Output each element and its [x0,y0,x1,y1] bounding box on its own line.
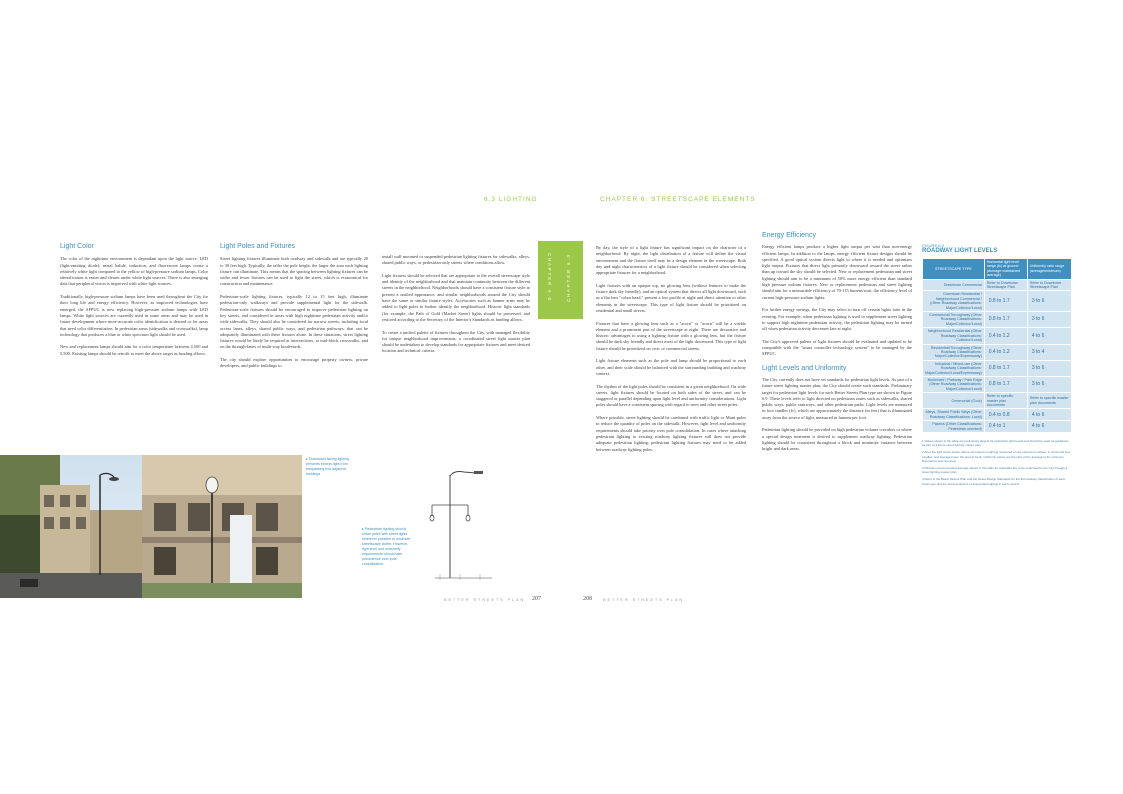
paragraph: Light fixtures should be selected that are appropriate to the overall streetscape style and identity of the neighborhood and that maintain continuity between the different streets in the neighborhood. Neighborhoods should have a consistent fixture style to present a unified appearance, and similar neighborhoods around the City should have the same or similar fixture styles. Accessories such as banner arms may be added to light poles to further identify the neighborhood. Historic light standards (for example, the Path of Gold (Market Street) lights should be preserved, and restored according to the Secretary of the Interior's Standards as funding allows. [382,272,530,322]
page-number-right: 208 [583,596,592,602]
table-header-row [923,259,1072,280]
table-cell: 0.4 to 1 [984,421,1027,433]
light-levels-table [922,258,1072,433]
column-energy-efficiency [762,233,912,459]
page-number-left: 207 [532,596,541,602]
column-fixture-continuation [382,254,530,361]
table-cell: Industrial / Mixed-use (Other Roadway Classifications: Major/Collector/Local/Expressway) [923,360,985,376]
paragraph: By day, the style of a light fixture has significant impact on the character of a neighborhood. By night, the light distribution of a fixture will define the visual environment and the fixture itself may be a design element in the streetscape. Both day and night characteristics of a light fixture should be considered when selecting appropriate fixtures for a neighborhood. [596,245,746,276]
paragraph: The rhythm of the light poles should be consistent in a given neighborhood. On wide streets, light fixtures should be located on both sides of the street, and can be staggered or parallel depending upon light level and uniformity considerations. Light poles should have a consistent spacing with regard to trees and other street poles. [596,383,746,408]
paragraph: For further energy savings, the City may select to turn off certain lights later in the evening. For example, when pedestrian lighting is used to supplement street lighting to support high nighttime pedestrian activity, the pedestrian lighting may be turned off when pedestrian activity decreases late at night. [762,307,912,332]
column-light-color [60,244,208,363]
figure-roadway-light-levels [922,243,1072,486]
table-note: 1 Values shown in the table are preliminary targets for pedestrian light levels and should be used as guidelines as part of a future street lighting master plan. [922,439,1069,448]
table-cell: Downtown Commercial [923,279,985,291]
running-head-right: CHAPTER 6: STREETSCAPE ELEMENTS [600,196,756,203]
chapter-tab-text-upper: CHAPTER 6.0 [547,253,552,302]
table-row [923,421,1072,433]
paragraph: To create a unified palette of fixtures throughout the City, with managed flexibility for unique neighborhood improvements, a coordinated street light master plan should be undertaken to develop standards for appropriate fixtures and meet desired location and technical criteria. [382,329,530,354]
table-cell: Commercial/Throughway (Other Roadway Classifications: Major/Collector/Local) [923,312,985,328]
table-cell: 0.4 to 1.2 [984,344,1027,360]
table-note: 2 All of the light levels shown above are based on lighting measured on the pavement surface, in horizontal foot candles, and averaged over the area to be lit; uniformity values are the ratio of the average to the minimum illuminance over the area. [922,450,1070,463]
heading-light-levels: Light Levels and Uniformity [762,364,847,372]
heading-light-color: Light Color [60,243,94,250]
table-cell: 3 to 6 [1027,312,1071,328]
table-cell: Paseos (Other Classifications: Pedestrian-oriented) [923,421,985,433]
table-cell: Downtown Residential / Neighborhood Commercial / (Other Roadway classifications: Major/Collector/Local) [923,291,985,312]
table-row [923,344,1072,360]
header-cell: Horizontal light level range (fc) at ground (Average maintained average) [984,259,1027,280]
photo-pedestrian-lighting [142,455,302,598]
paragraph: Energy efficient lamps produce a higher light output per watt than non-energy efficient lamps. In addition to the lamps, energy efficient fixture designs should be specified. A good optical system directs light to where it is needed and optimizes light output. Fixtures that direct light primarily downward toward the street rather than up toward the sky should be selected. New or replacement pedestrian and street lighting should aim to be a minimum of 50% more energy efficient than standard high pressure sodium fixtures. New or replacement pedestrian and street lighting should aim for a measurable efficiency of 70-115 lumens/watt, the efficiency level of current high-pressure sodium lights. [762,244,912,300]
table-cell: 4 to 6 [1027,328,1071,344]
table-row [923,291,1072,312]
table-cell: Refer to specific master plan documents [984,393,1027,409]
table-cell: Ceremonial (Civic) [923,393,985,409]
column-light-poles [220,244,368,376]
table-cell: Refer to Downtown Streetscape Plan [1027,279,1071,291]
table-row [923,409,1072,421]
table-cell: 0.4 to 0.8 [984,409,1027,421]
header-cell: STREETSCAPE TYPE [923,259,985,280]
table-cell: 4 to 6 [1027,409,1071,421]
paragraph: install wall mounted or suspended pedestrian lighting fixtures for sidewalks, alleys, shared public ways, or pedestrian-only streets where conditions allow. [382,254,530,266]
table-cell: 3 to 6 [1027,376,1071,392]
chapter-tab [538,241,583,319]
header-cell: Uniformity ratio range (average/minimum) [1027,259,1071,280]
table-cell: Alleys, Shared Public Ways (Other Roadway Classifications: Local) [923,409,985,421]
paragraph: Light fixture elements such as the pole and lamp should be proportional to each other, and their scale should be balanced with the surrounding building and roadway context. [596,358,746,376]
table-row [923,328,1072,344]
paragraph: The city should explore opportunities to encourage property owners, private developers, and public buildings to [220,357,368,369]
chapter-tab-text-lower: CHAPTER 6.0 [566,253,571,302]
paragraph: Where possible, street lighting should be combined with traffic light or Muni poles to reduce the quantity of poles on the sidewalk. However, light level and uniformity requirements should take priority over pole consolidation. In cases where attaching pedestrian lighting to existing roadway lighting fixtures still does not provide adequate pedestrian lighting, pedestrian lighting fixtures may need to be added between roadway lighting poles. [596,415,746,452]
table-cell: Residential/Throughway (Other Roadway Classifications: Major/Collector/Expressway) [923,344,985,360]
table-cell: 0.8 to 1.7 [984,376,1027,392]
caption-pedestrian-lighting: ▸ Pedestrian lighting should share poles with street lights wherever possible to minimize streetscape clutter. However, light level and uniformity requirements should take precedence over pole consolidation. [362,527,411,566]
bullet-icon: ▸ [306,457,309,461]
paragraph: Fixtures that have a glowing lens such as a "acorn" or "acorn" will be a visible element and a prominent part of the streetscape at night. There are decorative and historic advantages to using a lighting fixture with a glowing lens, but the fixture should be dark sky friendly and direct most of the light downward. This type of light fixture should be prioritized on civic or commercial streets. [596,320,746,351]
table-cell: Refer to Downtown Streetscape Plan [984,279,1027,291]
column-fixture-style [596,245,746,459]
table-row [923,376,1072,392]
table-row [923,312,1072,328]
footer-right: BETTER STREETS PLAN [603,597,685,602]
table-note: 3 Minimum recommended average values in this table for sidewalks are to be confirmed by the City through a street lighting master plan. [922,466,1068,475]
bullet-icon: ▸ [362,527,365,531]
table-cell: Refer to specific master plan documents [1027,393,1071,409]
paragraph: The color of the nighttime environment is dependant upon the light source. LED (light-emitting diode), metal halide, induction, and fluorescent lamps create a relatively white light compared to the yellow of high-pressure sodium lamps. Color identification is easier and clearer under white light sources. There is also emerging data that peripheral vision is improved with white light sources. [60,256,208,287]
table-cell: 0.8 to 1.7 [984,291,1027,312]
heading-light-poles: Light Poles and Fixtures [220,243,296,250]
table-cell: 3 to 6 [1027,291,1071,312]
paragraph: Pedestrian-scale lighting fixtures, typically 12 to 15 feet high, illuminate pedestrian-only walkways and provide supplemental light for the sidewalk. Pedestrian-scale fixtures should be encouraged to improve pedestrian lighting on key streets, and considered in areas with high nighttime pedestrian activity and/or wide sidewalks. They should also be considered for narrow streets, including local access lanes, alleys, shared public ways, and pedestrian pathways, that can be adequately illuminated with these fixtures alone. In these situations, street lighting fixtures would be likely be required at intersections, at mid-block crosswalks, and on the through-lanes of multi-way boulevards. [220,294,368,350]
table-cell: 3 to 6 [1027,360,1071,376]
table-notes [922,439,1072,486]
photo-street-lights [0,455,142,598]
table-cell: Neighborhood Residential (Other Roadway Classifications: Collector/Local) [923,328,985,344]
table-row [923,279,1072,291]
table-cell: 0.8 to 1.7 [984,360,1027,376]
footer-left: BETTER STREETS PLAN [444,597,526,602]
table-cell: 0.4 to 1.2 [984,328,1027,344]
street-light-pole-illustration [420,470,500,582]
paragraph: Street lighting fixtures illuminate both roadway and sidewalk and are typically 20 to 30 feet high. Typically, the taller the pole height, the larger the area each lighting fixture can illuminate. This means that the spacing between lighting fixtures can be wider and fewer fixtures can be used to light the street, which is economical for construction and maintenance. [220,256,368,287]
paragraph: The City currently does not have set standards for pedestrian light levels. As part of a future street lighting master plan, the City should create such standards. Preliminary target for pedestrian light levels for each Better Streets Plan type are shown in Figure 6.9. These levels refer to light directed on pedestrian zones such as sidewalks, shared public ways, public stairways, and other pedestrian paths. Light levels are measured in foot candles (fc), which are approximately the distance (in feet) that is illuminated away from the source of light, measured in lumens per foot. [762,376,912,420]
paragraph: Pedestrian lighting should be provided on high pedestrian volume corridors or where a special design treatment is desired to supplement roadway lighting. Pedestrian lighting should be consistent throughout a block and minimize variance between bright and dark areas. [762,427,912,452]
paragraph: New and replacement lamps should aim for a color temperature between 4,500 and 5,500. Existing lamps should be retrofit to meet the above target as funding allows. [60,344,208,356]
table-cell: 3 to 4 [1027,344,1071,360]
figure-label: FIGURE 6.9 [922,243,944,248]
table-cell: Boulevard / Parkway / Park Edge (Other Roadway Classifications: Major/Collector/Local) [923,376,985,392]
running-head-left: 6.3 LIGHTING [484,196,538,203]
paragraph: Traditionally, high-pressure sodium lamps have been used throughout the City for their long life and energy efficiency. However, as improved technologies have emerged, the SFPUC is now replacing high-pressure sodium lamps with LED lamps. White light sources are currently used in some areas and may be used in future development where more-accurate color identification is desired or for areas that need color differentiation. In pedestrian areas (sidewalks and crosswalks), lamp technology that produces a blue or white spectrum light should be used. [60,294,208,337]
table-row [923,360,1072,376]
paragraph: Light fixtures with an opaque top, no glowing lens (without features to make the fixture dark sky friendly), and an optical system that directs all light downward, such as a flat lens "cobra head," present a low profile at night and direct attention to other elements in the streetscape. This type of light fixture should be prioritized on residential and small streets. [596,282,746,313]
heading-energy-efficiency: Energy Efficiency [762,232,816,239]
figure-title: ROADWAY LIGHT LEVELS [922,248,998,254]
table-row [923,393,1072,409]
table-cell: 0.8 to 1.7 [984,312,1027,328]
table-note: 4 Refer to the Better Streets Plan and the Street Design Standards for the full roadway classification of each street type and the full descriptions of appropriate lighting in each context. [922,477,1066,486]
caption-downward-lighting: ▸ Downward-facing lighting prevents excess light from trespassing into adjacent buildings [306,457,349,476]
table-cell: 4 to 6 [1027,421,1071,433]
paragraph: The City's approved palette of light fixtures should be evaluated and updated to be compatible with the "smart controller technology system" to be managed by the SFPUC. [762,338,912,357]
